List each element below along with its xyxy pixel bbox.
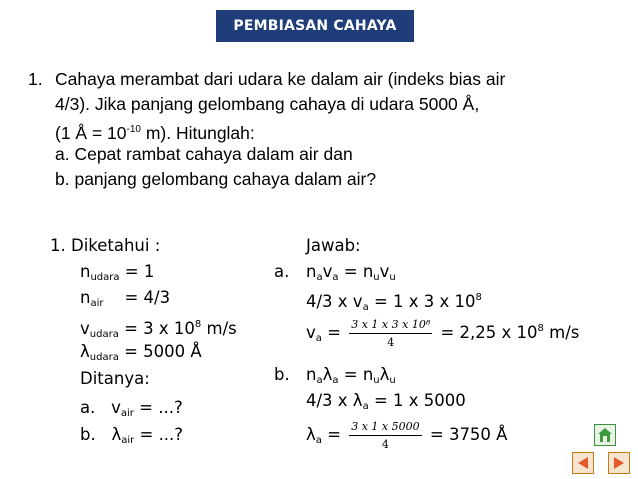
fraction-bar (349, 435, 421, 436)
symbol: λ (322, 365, 333, 384)
value: = 4/3 (103, 288, 171, 307)
prev-button[interactable] (572, 452, 594, 474)
known-lambda-udara (80, 341, 202, 369)
symbol: v (306, 323, 316, 342)
result: = 2,25 x 10 (435, 323, 538, 342)
subscript: air (90, 298, 104, 309)
symbol: = n (338, 365, 374, 384)
numerator: 3 x 1 x 5000 (351, 420, 420, 433)
fraction-bar (349, 333, 432, 334)
value: = 5000 Å (118, 342, 202, 361)
exponent: -10 (126, 124, 141, 135)
question-line: 4/3). Jika panjang gelombang cahaya di udara 5000 Å, (55, 94, 480, 114)
subscript: a (316, 375, 323, 386)
symbol: λ (80, 342, 90, 361)
symbol: n (80, 262, 91, 281)
subscript: a (316, 272, 323, 283)
symbol: λ (306, 425, 316, 444)
asked-a (80, 397, 183, 425)
answer-heading: Jawab: (306, 236, 361, 255)
asked-heading: Ditanya: (80, 369, 150, 388)
answer-b-equation (306, 364, 396, 392)
asked-b (80, 424, 183, 452)
expression: = 1 x 3 x 10 (368, 292, 476, 311)
question-number: 1. (28, 69, 43, 89)
answer-b-step3 (306, 420, 507, 452)
symbol: v (80, 319, 90, 338)
label: a. v (80, 398, 121, 417)
value: = ...? (133, 398, 183, 417)
home-icon (597, 427, 613, 443)
subscript: u (389, 375, 396, 386)
answer-a-equation (306, 261, 396, 289)
answer-b-label: b. (274, 365, 290, 384)
symbol: n (306, 262, 317, 281)
value: = ...? (134, 425, 184, 444)
answer-a-label: a. (274, 262, 290, 281)
exponent: 8 (537, 323, 544, 334)
numerator: 3 x 1 x 3 x 10⁸ (351, 318, 431, 331)
equals: = (321, 323, 347, 342)
label: b. λ (80, 425, 122, 444)
denominator: 4 (381, 438, 389, 451)
subscript: air (120, 408, 134, 419)
next-button[interactable] (608, 452, 630, 474)
home-button[interactable] (594, 424, 616, 446)
subscript: air (121, 435, 135, 446)
question-item-a: a. Cepat rambat cahaya dalam air dan (55, 144, 353, 164)
left-arrow-icon (576, 456, 590, 470)
subscript: a (332, 272, 339, 283)
symbol: n (306, 365, 317, 384)
right-arrow-icon (612, 456, 626, 470)
question-item-b: b. panjang gelombang cahaya dalam air? (55, 169, 377, 189)
fraction (349, 420, 421, 451)
exponent: 8 (194, 319, 202, 330)
subscript: a (315, 333, 322, 344)
subscript: a (362, 302, 369, 313)
slide-title: PEMBIASAN CAHAYA (216, 10, 414, 42)
subscript: a (332, 375, 339, 386)
expression: 4/3 x λ (306, 391, 363, 410)
answer-a-step2 (306, 287, 482, 319)
symbol: λ (379, 365, 390, 384)
answer-b-step2 (306, 390, 466, 418)
unit: m/s (201, 319, 237, 338)
exponent: 8 (475, 292, 482, 303)
symbol: n (80, 288, 91, 307)
symbol: v (379, 262, 390, 281)
symbol: v (322, 262, 333, 281)
subscript: udara (90, 272, 120, 283)
value: = 3 x 10 (118, 319, 195, 338)
value: = 1 (119, 262, 155, 281)
question-line: Cahaya merambat dari udara ke dalam air (indeks bias air (55, 69, 506, 89)
unit: m/s (543, 323, 580, 342)
subscript: udara (89, 352, 119, 363)
expression: = 1 x 5000 (368, 391, 466, 410)
symbol: = n (338, 262, 374, 281)
known-n-air (80, 287, 170, 315)
subscript: a (362, 401, 369, 412)
equals: = (321, 425, 347, 444)
subscript: u (373, 272, 380, 283)
known-heading: 1. Diketahui : (50, 236, 161, 255)
subscript: udara (89, 329, 119, 340)
question-text: (1 Å = 10 (55, 123, 127, 143)
subscript: u (389, 272, 396, 283)
subscript: u (373, 375, 380, 386)
result: = 3750 Å (424, 425, 508, 444)
question-text: m). Hitunglah: (140, 123, 255, 143)
expression: 4/3 x v (306, 292, 363, 311)
fraction (349, 318, 432, 349)
subscript: a (315, 435, 322, 446)
known-n-udara (80, 261, 154, 289)
denominator: 4 (387, 336, 395, 349)
answer-a-step3 (306, 318, 579, 350)
